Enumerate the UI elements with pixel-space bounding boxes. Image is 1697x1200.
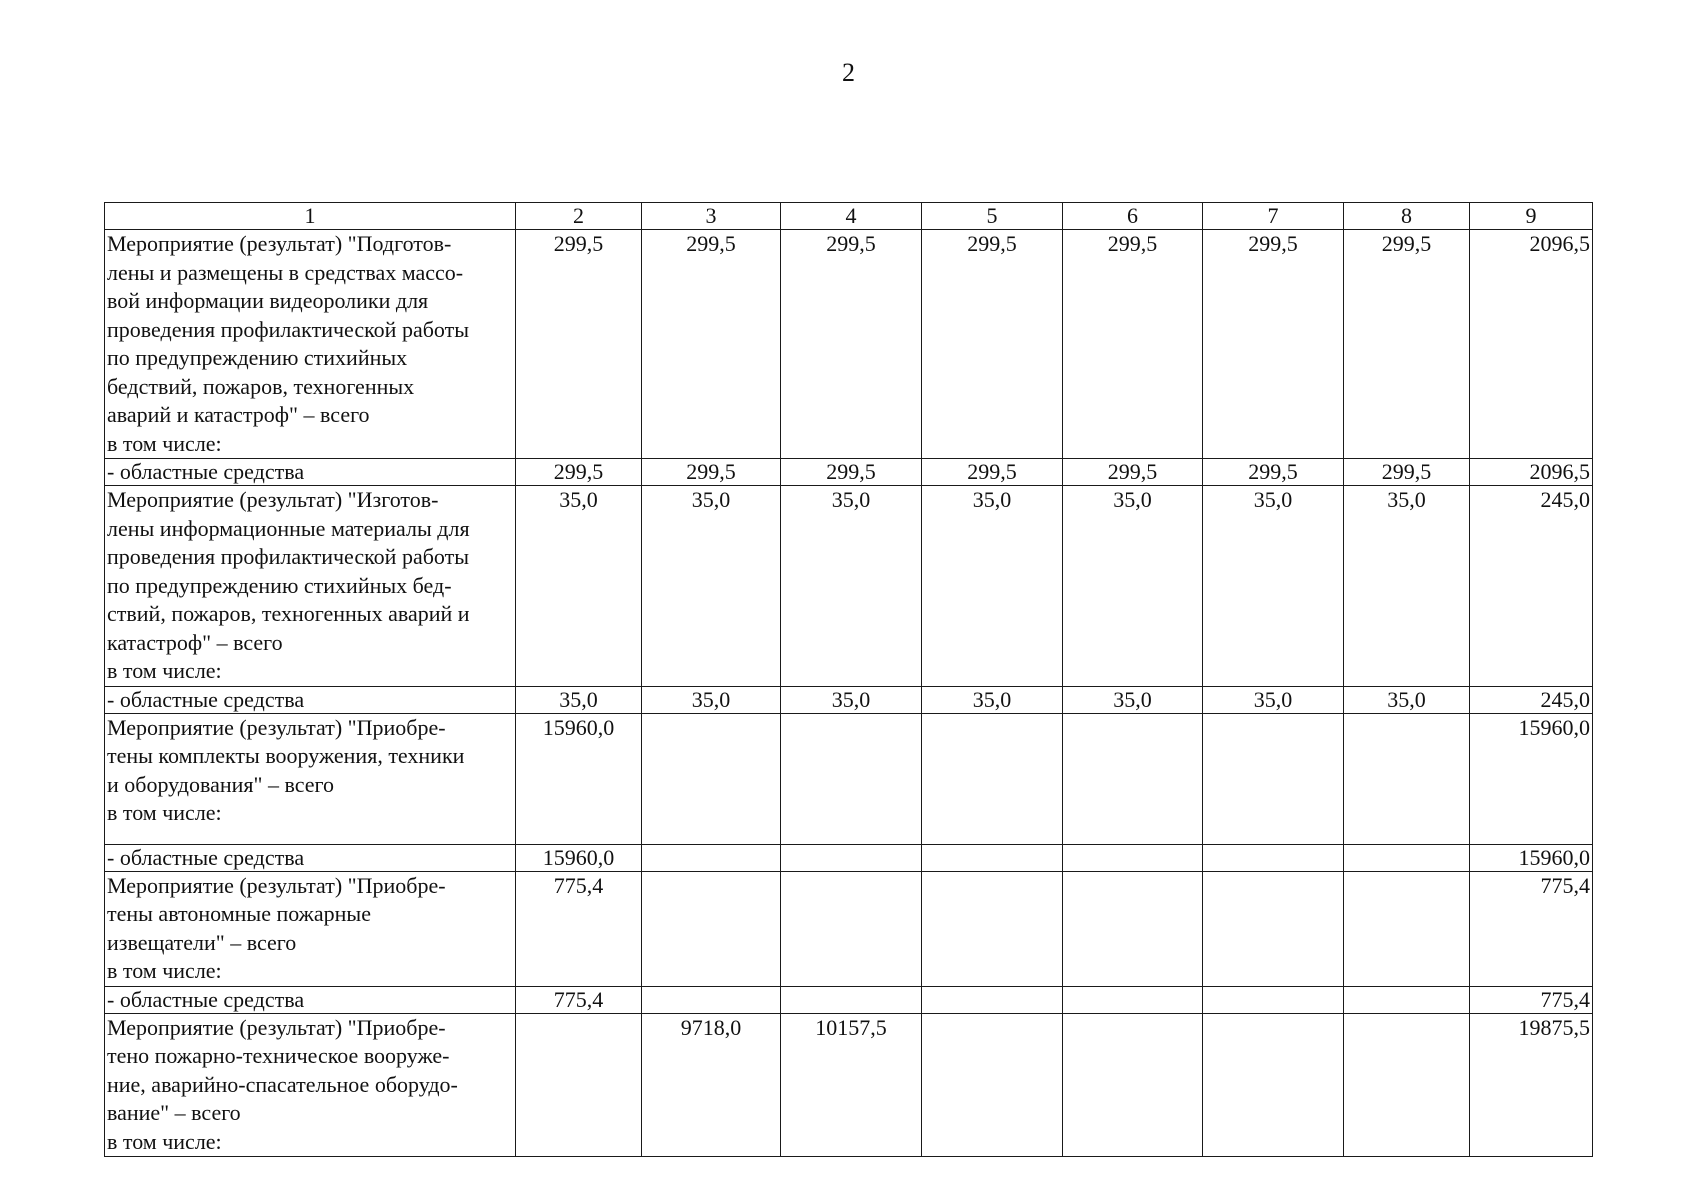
value-cell: 35,0 — [1203, 686, 1344, 713]
header-row — [105, 203, 1593, 230]
value-cell — [922, 871, 1063, 986]
column-header: 8 — [1344, 203, 1470, 230]
value-cell: 35,0 — [1063, 686, 1203, 713]
value-cell: 35,0 — [1063, 486, 1203, 687]
table-row-measure — [105, 486, 1593, 687]
value-cell — [642, 713, 781, 844]
value-cell — [642, 844, 781, 871]
table-row-measure — [105, 713, 1593, 844]
measure-description: Мероприятие (результат) "Приобре- тено пожарно-техническое вооруже- ние, аварийно-спасательное оборудо- вание" – всего в том числе: — [105, 1013, 516, 1157]
value-cell — [516, 1013, 642, 1157]
value-cell: 299,5 — [516, 459, 642, 486]
value-cell: 299,5 — [642, 230, 781, 459]
value-cell: 15960,0 — [516, 713, 642, 844]
value-cell — [1203, 1013, 1344, 1157]
value-cell — [1203, 713, 1344, 844]
value-cell: 35,0 — [516, 686, 642, 713]
value-cell: 299,5 — [1203, 230, 1344, 459]
column-header: 3 — [642, 203, 781, 230]
total-cell: 2096,5 — [1470, 459, 1593, 486]
value-cell — [1203, 871, 1344, 986]
funding-source-label: - областные средства — [105, 459, 516, 486]
column-header: 1 — [105, 203, 516, 230]
value-cell: 299,5 — [781, 459, 922, 486]
value-cell: 35,0 — [1344, 486, 1470, 687]
total-cell: 15960,0 — [1470, 713, 1593, 844]
total-cell: 15960,0 — [1470, 844, 1593, 871]
column-header: 9 — [1470, 203, 1593, 230]
value-cell: 35,0 — [781, 686, 922, 713]
table-body — [105, 230, 1593, 1157]
table-row-subtotal — [105, 459, 1593, 486]
value-cell: 775,4 — [516, 871, 642, 986]
value-cell: 299,5 — [516, 230, 642, 459]
total-cell: 775,4 — [1470, 986, 1593, 1013]
total-cell: 245,0 — [1470, 486, 1593, 687]
measure-description: Мероприятие (результат) "Приобре- тены комплекты вооружения, техники и оборудования" – всего в том числе: — [105, 713, 516, 844]
value-cell: 299,5 — [1344, 459, 1470, 486]
value-cell — [922, 713, 1063, 844]
value-cell — [781, 986, 922, 1013]
value-cell: 35,0 — [642, 686, 781, 713]
value-cell: 35,0 — [922, 486, 1063, 687]
value-cell: 299,5 — [922, 230, 1063, 459]
value-cell: 299,5 — [922, 459, 1063, 486]
funding-source-label: - областные средства — [105, 844, 516, 871]
value-cell — [1063, 1013, 1203, 1157]
value-cell: 299,5 — [642, 459, 781, 486]
table-row-measure — [105, 230, 1593, 459]
value-cell — [781, 713, 922, 844]
value-cell: 35,0 — [781, 486, 922, 687]
value-cell — [1063, 871, 1203, 986]
table-row-measure — [105, 871, 1593, 986]
value-cell: 10157,5 — [781, 1013, 922, 1157]
value-cell — [922, 844, 1063, 871]
funding-source-label: - областные средства — [105, 686, 516, 713]
value-cell — [1344, 986, 1470, 1013]
value-cell — [781, 871, 922, 986]
column-header: 2 — [516, 203, 642, 230]
total-cell: 775,4 — [1470, 871, 1593, 986]
column-header: 7 — [1203, 203, 1344, 230]
value-cell: 35,0 — [922, 686, 1063, 713]
column-header: 6 — [1063, 203, 1203, 230]
page-number: 2 — [842, 58, 855, 87]
value-cell — [642, 871, 781, 986]
measure-description: Мероприятие (результат) "Приобре- тены автономные пожарные извещатели" – всего в том числе: — [105, 871, 516, 986]
funding-source-label: - областные средства — [105, 986, 516, 1013]
value-cell — [922, 986, 1063, 1013]
total-cell: 19875,5 — [1470, 1013, 1593, 1157]
value-cell — [1344, 1013, 1470, 1157]
value-cell — [1344, 844, 1470, 871]
value-cell: 299,5 — [1063, 459, 1203, 486]
total-cell: 2096,5 — [1470, 230, 1593, 459]
value-cell — [1344, 713, 1470, 844]
value-cell: 9718,0 — [642, 1013, 781, 1157]
measure-description: Мероприятие (результат) "Изготов- лены информационные материалы для проведения профилактической работы по предупреждению стихийных бед- ствий, пожаров, техногенных аварий и катастроф" – всего в том числе: — [105, 486, 516, 687]
value-cell: 299,5 — [781, 230, 922, 459]
value-cell: 35,0 — [1344, 686, 1470, 713]
value-cell — [1203, 986, 1344, 1013]
value-cell — [1063, 986, 1203, 1013]
column-header: 5 — [922, 203, 1063, 230]
value-cell: 299,5 — [1063, 230, 1203, 459]
table-row-measure — [105, 1013, 1593, 1157]
table-row-subtotal — [105, 686, 1593, 713]
value-cell — [922, 1013, 1063, 1157]
value-cell: 299,5 — [1344, 230, 1470, 459]
value-cell — [642, 986, 781, 1013]
budget-table — [104, 202, 1593, 1157]
value-cell: 299,5 — [1203, 459, 1344, 486]
value-cell: 35,0 — [1203, 486, 1344, 687]
table-row-subtotal — [105, 844, 1593, 871]
value-cell: 35,0 — [642, 486, 781, 687]
value-cell: 15960,0 — [516, 844, 642, 871]
value-cell — [781, 844, 922, 871]
column-header: 4 — [781, 203, 922, 230]
measure-description: Мероприятие (результат) "Подготов- лены и размещены в средствах массо- вой информации видеоролики для проведения профилактической работы по предупреждению стихийных бедствий, пожаров, техногенных аварий и катастроф" – всего в том числе: — [105, 230, 516, 459]
value-cell — [1203, 844, 1344, 871]
value-cell: 775,4 — [516, 986, 642, 1013]
value-cell — [1063, 844, 1203, 871]
value-cell: 35,0 — [516, 486, 642, 687]
total-cell: 245,0 — [1470, 686, 1593, 713]
value-cell — [1344, 871, 1470, 986]
table-row-subtotal — [105, 986, 1593, 1013]
value-cell — [1063, 713, 1203, 844]
